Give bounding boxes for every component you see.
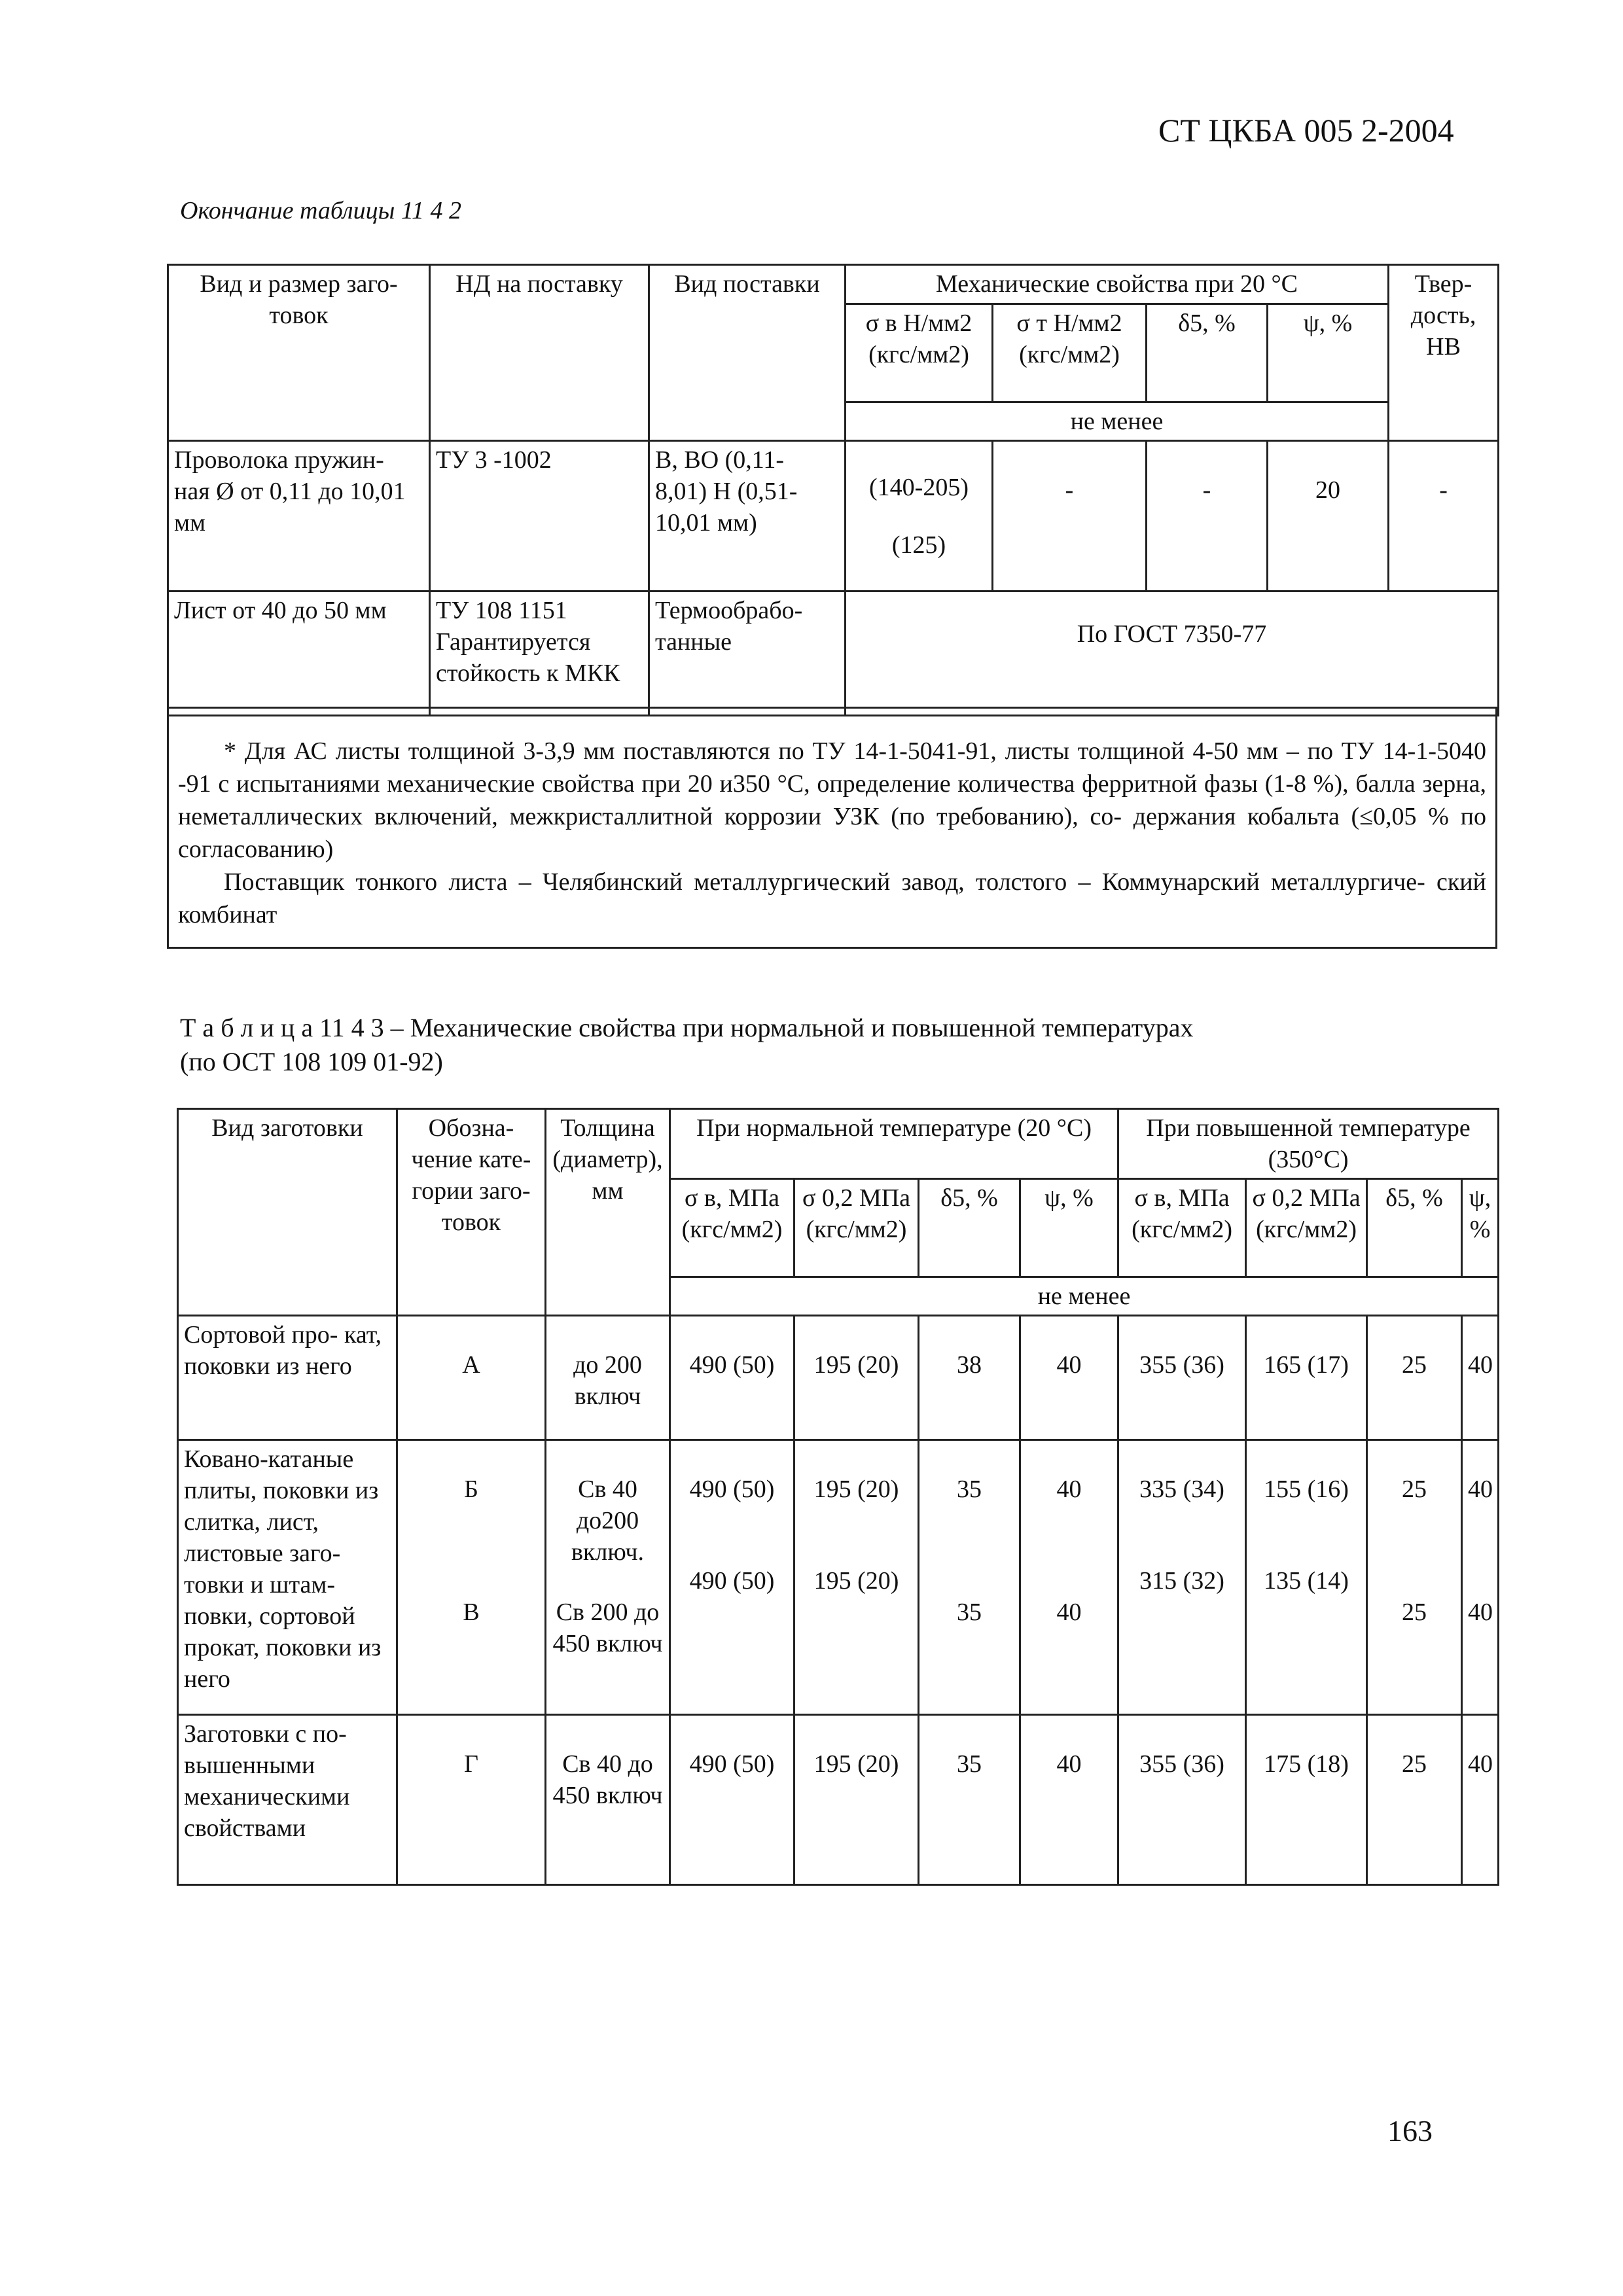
- cell-sigma-b-high: 355 (36): [1118, 1316, 1246, 1440]
- mechanical-properties-temperature-table: [177, 1108, 1499, 1886]
- cell-delta5-high: 25: [1367, 1715, 1462, 1885]
- psi-b: 40: [1056, 1475, 1082, 1503]
- header-min-note: не менее: [670, 1277, 1499, 1316]
- header-high-temp: При повышенной температуре (350°С): [1118, 1109, 1499, 1179]
- sigma-02-b: 195 (20): [813, 1475, 899, 1503]
- category-b: Б: [464, 1475, 478, 1503]
- psi-high-v: 40: [1468, 1598, 1493, 1626]
- thickness-v: Св 200 до 450 включ: [552, 1598, 663, 1657]
- cell-psi: [1020, 1440, 1118, 1715]
- cell-sigma-b: 490 (50): [670, 1715, 794, 1885]
- header-delta5-high: δ5, %: [1367, 1179, 1462, 1277]
- header-mech-props: Механические свойства при 20 °С: [846, 265, 1389, 304]
- header-blank-type: Вид и размер заго- товок: [168, 265, 430, 441]
- header-min-note: не менее: [846, 402, 1389, 441]
- table-row: [168, 592, 1499, 716]
- footnote-paragraph-1: * Для АС листы толщиной 3-3,9 мм поставляются по ТУ 14-1-5041-91, листы толщиной 4-50 мм – по ТУ 14-1-5040 -91 с испытаниями механические свойства при 20 и350 °С, определение количества ферритной фазы (1-8 %), балла зерна, неметаллических включений, межкристаллитной коррозии УЗК (по требованию), со- держания кобальта (≤0,05 % по согласованию): [178, 737, 1486, 863]
- cell-sigma-02: [794, 1440, 919, 1715]
- thickness-b: Св 40 до200 включ.: [571, 1475, 644, 1566]
- footnote-paragraph-2: Поставщик тонкого листа – Челябинский металлургический завод, толстого – Коммунарский металлургиче- ский комбинат: [178, 868, 1486, 928]
- page-number: 163: [1387, 2114, 1433, 2147]
- table-row: [178, 1440, 1499, 1715]
- cell-thickness: Св 40 до 450 включ: [546, 1715, 670, 1885]
- cell-category: [397, 1440, 546, 1715]
- cell-delta5: 35: [919, 1715, 1020, 1885]
- delta5-v: 35: [957, 1598, 982, 1626]
- cell-sigma-b-high: [1118, 1440, 1246, 1715]
- cell-delta5-high: 25: [1367, 1316, 1462, 1440]
- table-2-caption-line-2: (по ОСТ 108 109 01-92): [180, 1047, 443, 1076]
- cell-hardness: -: [1389, 441, 1499, 592]
- cell-sigma-02: 195 (20): [794, 1715, 919, 1885]
- cell-name: Проволока пружин- ная Ø от 0,11 до 10,01 мм: [168, 441, 430, 592]
- header-delta5: δ5, %: [919, 1179, 1020, 1277]
- sigma-02-high-v: 135 (14): [1264, 1567, 1349, 1595]
- cell-name: Заготовки с по- вышенными механическими свойствами: [178, 1715, 397, 1885]
- sigma-b-b: 490 (50): [689, 1475, 775, 1503]
- cell-props: По ГОСТ 7350-77: [846, 592, 1499, 716]
- sigma-b-high-v: 315 (32): [1139, 1567, 1224, 1595]
- cell-supply: Термообрабо- танные: [649, 592, 846, 716]
- cell-name: Сортовой про- кат, поковки из него: [178, 1316, 397, 1440]
- cell-psi-high: [1462, 1440, 1499, 1715]
- delta5-high-v: 25: [1402, 1598, 1427, 1626]
- cell-sigma-b: [670, 1440, 794, 1715]
- header-category: Обозна- чение кате- гории заго- товок: [397, 1109, 546, 1316]
- header-psi-high: ψ, %: [1462, 1179, 1499, 1277]
- header-normal-temp: При нормальной температуре (20 °С): [670, 1109, 1118, 1179]
- table-row: [178, 1715, 1499, 1885]
- cell-thickness: [546, 1440, 670, 1715]
- cell-delta5: [919, 1440, 1020, 1715]
- table-2-caption: [180, 1011, 1193, 1079]
- header-sigma-02: σ 0,2 МПа (кгс/мм2): [794, 1179, 919, 1277]
- header-supply-type: Вид поставки: [649, 265, 846, 441]
- cell-sigma-02-high: 165 (17): [1246, 1316, 1367, 1440]
- cell-category: А: [397, 1316, 546, 1440]
- cell-sigma-02-high: [1246, 1440, 1367, 1715]
- cell-sigma-b-high: 355 (36): [1118, 1715, 1246, 1885]
- table-2-caption-line-1: Т а б л и ц а 11 4 3 – Механические свойства при нормальной и повышенной температурах: [180, 1013, 1194, 1042]
- cell-psi-high: 40: [1462, 1316, 1499, 1440]
- psi-high-b: 40: [1468, 1475, 1493, 1503]
- cell-sigma-b-value-2: (125): [891, 531, 946, 559]
- cell-name: Ковано-катаные плиты, поковки из слитка, лист, листовые заго- товки и штам- повки, сортовой прокат, поковки из него: [178, 1440, 397, 1715]
- mechanical-properties-table-end: [167, 264, 1499, 716]
- delta5-high-b: 25: [1402, 1475, 1427, 1503]
- table-footnote: [167, 707, 1497, 949]
- cell-sigma-02-high: 175 (18): [1246, 1715, 1367, 1885]
- cell-psi: 20: [1268, 441, 1389, 592]
- delta5-b: 35: [957, 1475, 982, 1503]
- header-sigma-02-high: σ 0,2 МПа (кгс/мм2): [1246, 1179, 1367, 1277]
- cell-sigma-b: [846, 441, 993, 592]
- header-sigma-b: σ в Н/мм2 (кгс/мм2): [846, 304, 993, 402]
- cell-delta5: -: [1147, 441, 1268, 592]
- table-caption: Окончание таблицы 11 4 2: [180, 197, 462, 224]
- category-v: В: [463, 1598, 480, 1626]
- cell-delta5-high: [1367, 1440, 1462, 1715]
- header-sigma-b: σ в, МПа (кгс/мм2): [670, 1179, 794, 1277]
- cell-psi: 40: [1020, 1715, 1118, 1885]
- cell-name: Лист от 40 до 50 мм: [168, 592, 430, 716]
- header-nd: НД на поставку: [430, 265, 649, 441]
- psi-v: 40: [1056, 1598, 1082, 1626]
- table-row: [178, 1316, 1499, 1440]
- sigma-02-high-b: 155 (16): [1264, 1475, 1349, 1503]
- header-sigma-b-high: σ в, МПа (кгс/мм2): [1118, 1179, 1246, 1277]
- cell-nd: ТУ 3 -1002: [430, 441, 649, 592]
- header-sigma-t: σ т Н/мм2 (кгс/мм2): [993, 304, 1147, 402]
- header-psi: ψ, %: [1268, 304, 1389, 402]
- sigma-b-high-b: 335 (34): [1139, 1475, 1224, 1503]
- cell-psi-high: 40: [1462, 1715, 1499, 1885]
- header-blank-type: Вид заготовки: [178, 1109, 397, 1316]
- cell-supply: В, ВО (0,11- 8,01) Н (0,51- 10,01 мм): [649, 441, 846, 592]
- sigma-02-v: 195 (20): [813, 1567, 899, 1595]
- header-hardness: Твер- дость, НВ: [1389, 265, 1499, 441]
- cell-thickness: до 200 включ: [546, 1316, 670, 1440]
- cell-sigma-b: 490 (50): [670, 1316, 794, 1440]
- header-psi: ψ, %: [1020, 1179, 1118, 1277]
- cell-delta5: 38: [919, 1316, 1020, 1440]
- cell-psi: 40: [1020, 1316, 1118, 1440]
- table-row: [168, 441, 1499, 592]
- sigma-b-v: 490 (50): [689, 1567, 775, 1595]
- document-code: СТ ЦКБА 005 2-2004: [1158, 112, 1454, 149]
- header-thickness: Толщина (диаметр), мм: [546, 1109, 670, 1316]
- header-delta5: δ5, %: [1147, 304, 1268, 402]
- cell-sigma-02: 195 (20): [794, 1316, 919, 1440]
- cell-sigma-b-value: (140-205): [869, 473, 969, 501]
- cell-category: Г: [397, 1715, 546, 1885]
- cell-sigma-t: -: [993, 441, 1147, 592]
- cell-nd: ТУ 108 1151 Гарантируется стойкость к МКК: [430, 592, 649, 716]
